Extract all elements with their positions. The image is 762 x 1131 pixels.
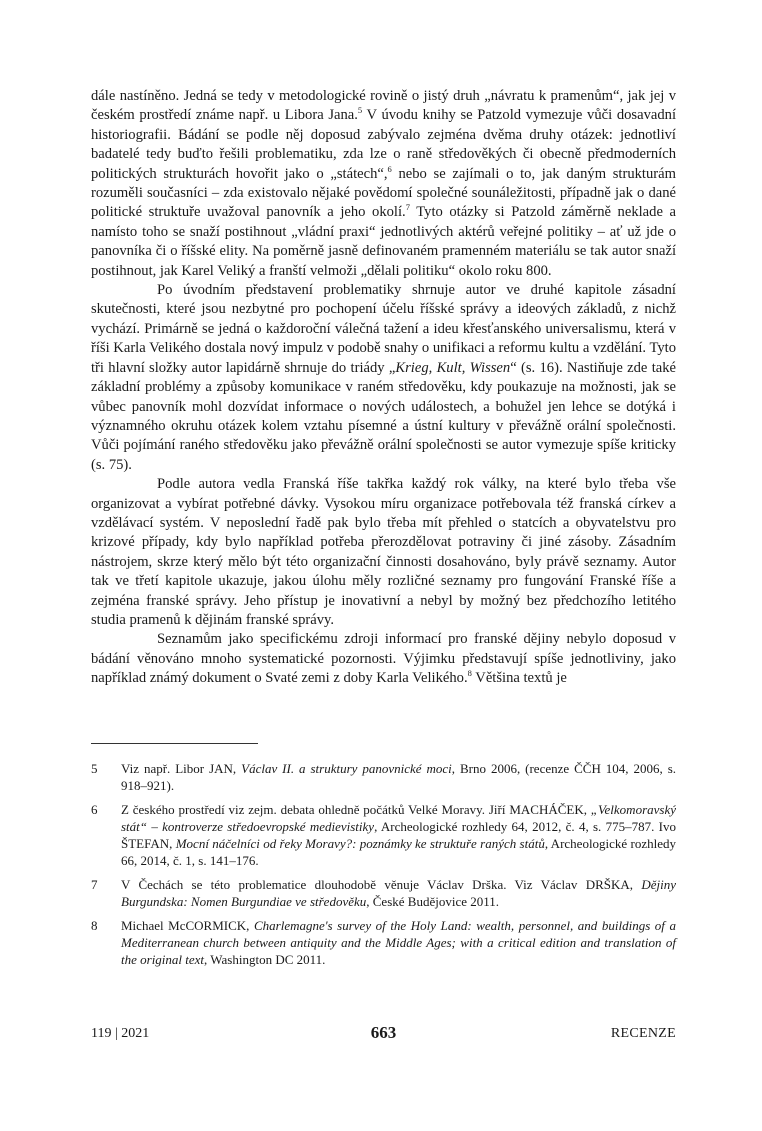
footnote-8 bbox=[91, 917, 676, 969]
footnote-number: 8 bbox=[91, 917, 98, 933]
footnotes bbox=[91, 760, 676, 975]
main-text bbox=[91, 87, 676, 689]
footnote-ref-5[interactable]: 5 bbox=[357, 105, 363, 116]
footnote-ref-7[interactable]: 7 bbox=[405, 202, 410, 213]
footnote-5 bbox=[91, 760, 676, 794]
footnote-ref-6[interactable]: 6 bbox=[387, 163, 392, 174]
footnote-separator bbox=[91, 743, 258, 744]
triad-italic: Krieg, Kult, Wissen bbox=[395, 359, 511, 376]
footnote-text: Michael McCORMICK, Charlemagne's survey of the Holy Land: wealth, personnel, and buildings of a Mediterranean church between antiquity and the Middle Ages; with a critical edition and translation of the original text, Washington DC 2011. bbox=[121, 917, 676, 968]
footnote-ref-8[interactable]: 8 bbox=[467, 668, 472, 679]
footnote-text: Z českého prostředí viz zejm. debata ohledně počátků Velké Moravy. Jiří MACHÁČEK, „Velkomoravský stát“ – kontroverze středoevropské medievistiky, Archeologické rozhledy 64, 2012, č. 4, s. 775–787. Ivo ŠTEFAN, Mocní náčelníci od řeky Moravy?: poznámky ke struktuře raných států, Archeologické rozhledy 66, 2014, č. 1, s. 141–176. bbox=[121, 801, 676, 869]
footnote-number: 7 bbox=[91, 877, 98, 892]
footnote-number: 5 bbox=[91, 761, 98, 776]
paragraph-2: Po úvodním představení problematiky shrnuje autor ve druhé kapitole zásadní skutečnosti, které jsou nezbytné pro pochopení účelu říšské správy a ideových základů, z nichž vychází. Primárně se jedná o každoroční válečná tažení a ideu křesťanského universalismu, která v říši Karla Velikého dostala nový impulz v podobě snahy o unifikaci a reformu kultu a vzdělání. Tyto tři hlavní složky autor lapidárně shrnuje do triády „Krieg, Kult, Wissen“ (s. 16). Nastiňuje zde také základní problémy a způsoby komunikace v raném středověku, kdy poukazuje na možnosti, jak se vůbec panovník mohl dozvídat informace o nových událostech, a bohužel jen lehce se dotýká i významného okruhu otázek kolem vztahu písemné a ústní kultury v převážně orální společnosti. Vůči pojímání raného středověku jako převážně orální společnosti se autor vymezuje spíše kriticky (s. 75). bbox=[91, 282, 677, 473]
footnote-text: Viz např. Libor JAN, Václav II. a struktury panovnické moci, Brno 2006, (recenze ČČH 104, 2006, s. 918–921). bbox=[121, 761, 677, 794]
paragraph-1: dále nastíněno. Jedná se tedy v metodologické rovině o jistý druh „návratu k pramenům“, jak jej v českém prostředí známe např. u Libora Jana.$^5$ V úvodu knihy se Patzold vymezuje vůči dosavadní historiografii. Bádání se podle něj doposud zabývalo zejména dvěma druhy otázek: jednotliví badatelé tedy buďto řešili problematiku, zda lze o raně středověkých či obecně předmoderních politických strukturách hovořit jako o „státech“,$^6$ nebo se zajímali o to, jak daným strukturám rozuměli současníci – zda existovalo nějaké povědomí společné sounáležitosti, případně jak o dané politické struktuře uvažoval panovník a jeho okolí.$^7$ Tyto otázky si Patzold záměrně neklade a namísto toho se snaží postihnout „vládní praxi“ jednotlivých aktérů veřejné politiky – ať už jde o panovníka či o říšské elity. Na poměrně jasně definovaném pramenném materiálu se tak autor snaží postihnout, jak Karel Veliký a franští velmoži „dělali politiku“ okolo roku 800. bbox=[91, 88, 676, 279]
page-footer bbox=[91, 1022, 676, 1044]
section-label: RECENZE bbox=[610, 1026, 676, 1041]
paragraph-3: Podle autora vedla Franská říše takřka každý rok války, na které bylo třeba vše organizovat a vybírat potřebné dávky. Vysokou míru organizace potřebovala též franská církev a vzdělávací systém. V neposlední řadě pak bylo třeba mít přehled o statcích a obyvatelstvu pro krizové případy, kdy bylo například potřeba přerozdělovat potraviny či jiné zásoby. Zásadním nástrojem, skrze který mělo být této organizační činnosti dosahováno, byly právě seznamy. Autor tak ve třetí kapitole ukazuje, jakou úlohu měly rozličné seznamy pro fungování Franské říše a zejména franské správy. Jeho přístup je inovativní a nebyl by možný bez předchozího letitého studia pramenů k dějinám franské správy. bbox=[91, 476, 676, 628]
footnote-7 bbox=[91, 876, 676, 910]
page-number: 663 bbox=[370, 1023, 397, 1042]
footnote-6 bbox=[91, 801, 676, 870]
footnote-number: 6 bbox=[91, 801, 98, 817]
paragraph-4: Seznamům jako specifickému zdroji informací pro franské dějiny nebylo doposud v bádání věnováno mnoho systematické pozornosti. Výjimku představují spíše jednotliviny, jako například známý dokument o Svaté zemi z doby Karla Velikého.$^8$ Většina textů je bbox=[91, 631, 676, 687]
issue-label: 119 | 2021 bbox=[91, 1026, 150, 1041]
footnote-text: V Čechách se této problematice dlouhodobě věnuje Václav Drška. Viz Václav DRŠKA, Dějiny Burgundska: Nomen Burgundiae ve středověku, České Budějovice 2011. bbox=[121, 877, 676, 910]
